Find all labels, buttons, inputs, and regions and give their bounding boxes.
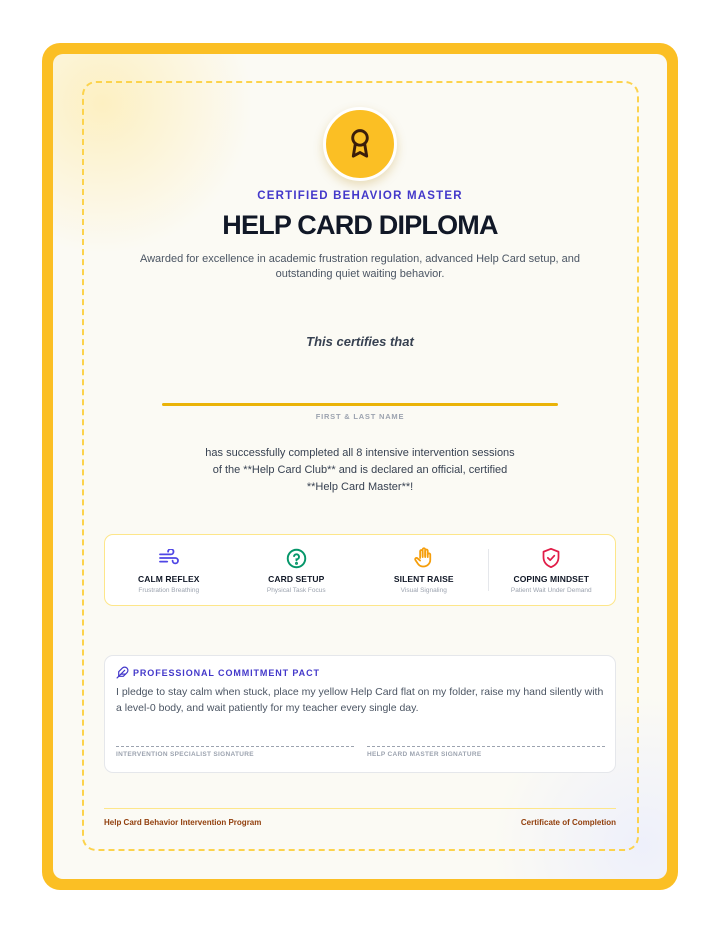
skill-title: CARD SETUP xyxy=(268,574,325,584)
skill-subtitle: Frustration Breathing xyxy=(138,587,200,594)
pact-title: PROFESSIONAL COMMITMENT PACT xyxy=(133,667,320,678)
certifies-text: This certifies that xyxy=(306,334,414,349)
pact-header xyxy=(116,666,320,679)
skill-card-setup xyxy=(233,535,361,605)
award-ribbon-icon xyxy=(345,127,375,161)
certificate-subtitle: Awarded for excellence in academic frustration regulation, advanced Help Card setup, and outstanding quiet waiting behavior. xyxy=(139,253,581,280)
wind-icon xyxy=(158,547,180,569)
footer-certificate-type: Certificate of Completion xyxy=(520,818,616,827)
specialist-signature-line[interactable]: INTERVENTION SPECIALIST SIGNATURE xyxy=(116,746,354,758)
skill-coping-mindset xyxy=(488,535,616,605)
name-label: FIRST & LAST NAME xyxy=(315,412,405,421)
certificate-paper xyxy=(53,54,667,879)
commitment-pact xyxy=(104,655,616,773)
skill-calm-reflex xyxy=(105,535,233,605)
raised-hand-icon xyxy=(413,547,435,569)
skill-subtitle: Physical Task Focus xyxy=(266,587,326,594)
shield-check-icon xyxy=(540,547,562,569)
feather-icon xyxy=(116,666,129,679)
skill-subtitle: Visual Signaling xyxy=(400,587,447,594)
question-circle-icon xyxy=(285,547,307,569)
skill-title: SILENT RAISE xyxy=(393,574,454,584)
pact-text: I pledge to stay calm when stuck, place my yellow Help Card flat on my folder, raise my hand silently with a level-0 body, and wait patiently for my teacher every single day. xyxy=(116,686,604,714)
skill-title: COPING MINDSET xyxy=(513,574,590,584)
skill-subtitle: Patient Wait Under Demand xyxy=(510,587,592,594)
skill-title: CALM REFLEX xyxy=(137,574,200,584)
skills-panel xyxy=(104,534,616,606)
footer-program: Help Card Behavior Intervention Program xyxy=(104,818,262,827)
completion-text: has successfully completed all 8 intensive intervention sessions of the **Help Card Club** and is declared an official, certified **Help Card Master**! xyxy=(205,447,515,493)
name-line[interactable] xyxy=(162,403,558,406)
certificate-eyebrow: CERTIFIED BEHAVIOR MASTER xyxy=(257,190,463,202)
skill-silent-raise xyxy=(360,535,488,605)
certificate-title: HELP CARD DIPLOMA xyxy=(222,210,498,240)
footer-divider xyxy=(104,808,616,809)
medal-badge xyxy=(323,107,397,181)
master-signature-line[interactable]: HELP CARD MASTER SIGNATURE xyxy=(367,746,605,758)
certificate-frame xyxy=(42,43,678,890)
